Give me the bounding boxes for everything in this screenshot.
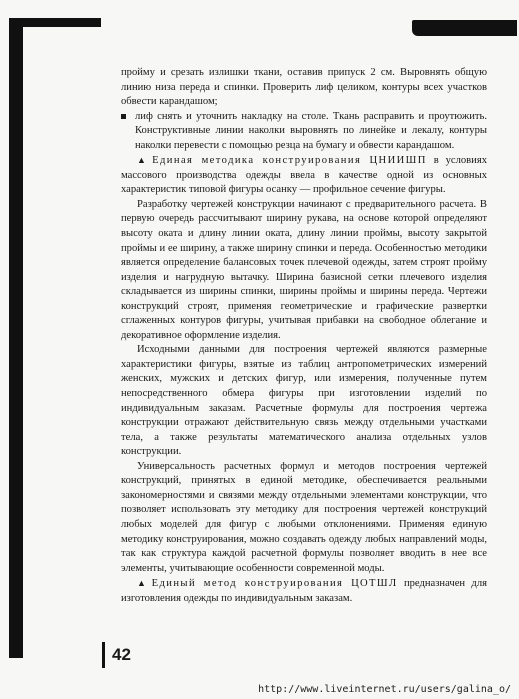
section-paragraph (121, 576, 487, 606)
scan-shadow-top-left (9, 18, 101, 27)
source-url: http://www.liveinternet.ru/users/galina_o/ (258, 684, 511, 695)
bullet-icon (121, 114, 126, 119)
page-number-rule (102, 642, 105, 668)
section-text: предназначен для изготовления одежды по индивидуальным заказам. (121, 578, 487, 604)
bullet-paragraph (121, 110, 487, 154)
paragraph: Универсальность расчетных формул и методов построения чертежей конструкций, принятых в единой методике, обеспечивается реальными закономерностями и связями между отдельными элементами конструкции, что позволяет использовать эту методику для построения чертежей конструкций любых моделей для фигур с любыми отклонениями. Применяя единую методику конструирования, можно создавать одежду любых направлений моды, так как структура каждой расчетной формулы позволяет вводить в нее все элементы, учитывающие особенности современной моды. (121, 460, 487, 574)
page-number: 42 (112, 645, 131, 664)
section-heading: Единая методика конструирования ЦНИИШП (152, 155, 427, 167)
bullet-text: лиф снять и уточнить накладку на столе. Ткань расправить и проутюжить. Конструктивные линии наколки выровнять по линейке и лекалу, контуры наколки перевести с помощью резца на бумагу и обвести карандашом. (135, 110, 487, 151)
paragraph: пройму и срезать излишки ткани, оставив припуск 2 см. Выровнять общую линию низа переда и спинки. Проверить лиф целиком, контуры всех участков обвести карандашом; (121, 67, 487, 108)
page-text (121, 66, 487, 606)
section-text: в условиях массового производства одежды ввела в качестве одной из основных характеристик типовой фигуры осанку — профильное сечение фигуры. (121, 155, 487, 196)
scan-shadow-left (9, 18, 23, 658)
triangle-icon: ▲ (137, 578, 150, 589)
paragraph: Разработку чертежей конструкции начинают с предварительного расчета. В первую очередь рассчитывают ширину рукава, на основе которой определяют высоту оката и длину линии оката, длину линии проймы, высоту закрытой проймы и ее ширину, а также ширину спинки и переда. Особенностью методики является определение балансовых точек плечевой одежды, затем строят пройму изделия и нагрудную вытачку. Ширина базисной сетки плечевого изделия складывается из ширины спинки, ширины проймы и ширины переда. Чертежи конструкций строят, применяя геометрические и графические развертки сглаженных контуров фигуры, учитывая прибавки на свободное облегание и декоративное оформление изделия. (121, 198, 487, 341)
triangle-icon: ▲ (137, 155, 151, 166)
section-heading: Единый метод конструирования ЦОТШЛ (151, 578, 398, 590)
scan-blot-top-right (412, 20, 517, 36)
section-paragraph (121, 153, 487, 198)
paragraph: Исходными данными для построения чертежей являются размерные характеристики фигуры, взятые из таблиц антропометрических измерений женских, мужских и детских фигур, или измерения, полученные путем непосредственного обмера фигуры при изготовлении изделий по индивидуальным заказам. Расчетные формулы для построения чертежа конструкции отражают действительную связь между отдельными участками тела, а также результаты математического анализа отдельных узлов конструкции. (121, 344, 487, 458)
